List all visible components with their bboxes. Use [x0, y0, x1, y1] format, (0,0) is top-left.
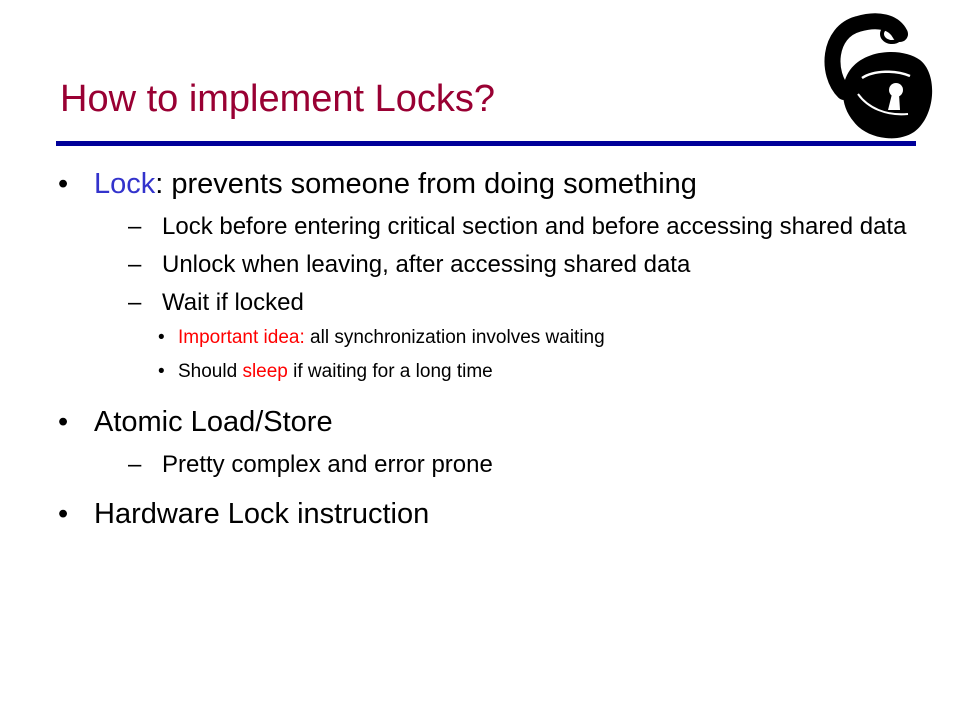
- subsub-bullet-sleep: • Should sleep if waiting for a long time: [158, 361, 493, 382]
- open-padlock-icon: [822, 12, 940, 142]
- sub-bullet-complex: – Pretty complex and error prone: [128, 451, 493, 478]
- bullet-atomic: • Atomic Load/Store: [58, 406, 333, 438]
- bullet-hardware: • Hardware Lock instruction: [58, 498, 430, 530]
- slide-body: [58, 166, 918, 532]
- bullet-lock-text: Lock: prevents someone from doing something: [94, 168, 697, 200]
- bullet-dot-icon: •: [58, 168, 69, 200]
- sub-bullet-unlock: – Unlock when leaving, after accessing shared data: [128, 251, 691, 278]
- bullet-lock: [58, 166, 918, 202]
- dash-icon: –: [128, 451, 142, 478]
- dash-icon: –: [128, 213, 142, 240]
- page-title: How to implement Locks?: [60, 78, 496, 120]
- subsub-bullet-important-idea: • Important idea: all synchronization involves waiting: [158, 327, 605, 348]
- bullet-dot-icon: •: [58, 406, 69, 438]
- highlight-lock: Lock: [94, 168, 156, 200]
- dash-icon: –: [128, 251, 142, 278]
- sub-bullet-lock-before: – Lock before entering critical section and before accessing shared data: [128, 213, 907, 240]
- bullet-dot-icon: •: [158, 327, 165, 348]
- bullet-dot-icon: •: [158, 361, 165, 382]
- sub-bullet-wait: – Wait if locked: [128, 289, 304, 316]
- dash-icon: –: [128, 289, 142, 316]
- bullet-dot-icon: •: [58, 498, 69, 530]
- title-divider: [56, 141, 916, 146]
